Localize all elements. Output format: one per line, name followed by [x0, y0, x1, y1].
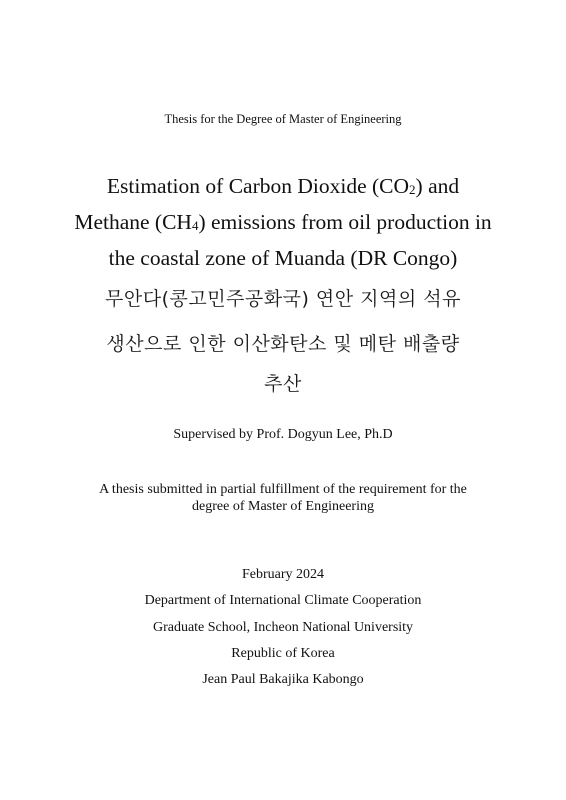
title-en-line-1-post: ) and: [415, 174, 460, 198]
title-ko-line-1: 무안다(콩고민주공화국) 연안 지역의 석유: [105, 288, 461, 310]
country-line: Republic of Korea: [231, 646, 335, 661]
submission-line-1: A thesis submitted in partial fulfillment of the requirement for the: [99, 482, 467, 497]
degree-line: Thesis for the Degree of Master of Engineering: [164, 112, 402, 126]
date-line: February 2024: [241, 567, 325, 582]
author-line: Jean Paul Bakajika Kabongo: [202, 672, 364, 687]
supervisor-line: Supervised by Prof. Dogyun Lee, Ph.D: [173, 427, 393, 442]
title-ko-line-2: 생산으로 인한 이산화탄소 및 메탄 배출량: [106, 333, 460, 355]
submission-line-2: degree of Master of Engineering: [192, 499, 374, 514]
title-en-line-2-post: ) emissions from oil production in: [198, 210, 492, 234]
title-en-line-2-pre: Methane (CH: [74, 210, 192, 234]
department-line: Department of International Climate Cooperation: [144, 593, 422, 608]
title-en-line-2: [0, 204, 566, 243]
school-line: Graduate School, Incheon National University: [152, 620, 414, 635]
title-ko-line-3: 추산: [264, 373, 302, 395]
title-en-line-1: [0, 168, 566, 207]
title-en-ch4-subscript: 4: [191, 218, 199, 233]
title-en-line-3: the coastal zone of Muanda (DR Congo): [108, 246, 458, 270]
title-en-co2-subscript: 2: [409, 182, 416, 197]
title-en-line-1-pre: Estimation of Carbon Dioxide (CO: [106, 174, 410, 198]
